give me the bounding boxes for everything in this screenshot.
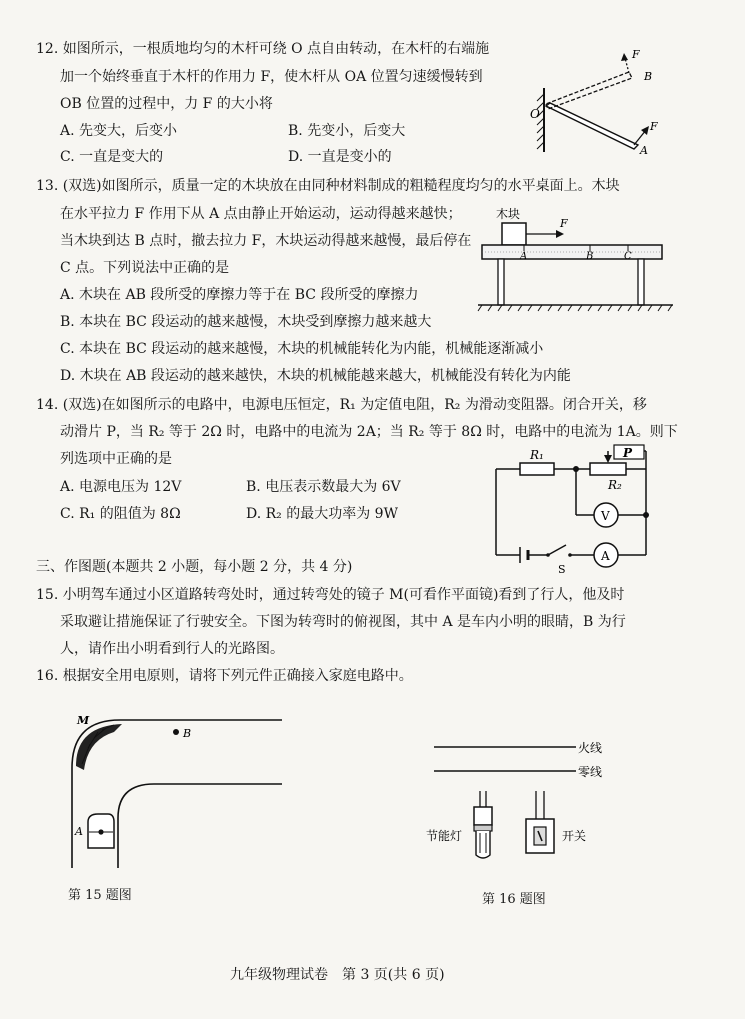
q12-option-d: D. 一直是变小的 <box>288 149 392 165</box>
q14-label-r2: R₂ <box>608 478 622 492</box>
q12-option-c: C. 一直是变大的 <box>60 149 164 165</box>
q16-caption: 第 16 题图 <box>482 892 546 907</box>
q13-stem-line1: 13. (双选)如图所示，质量一定的木块放在由同种材料制成的粗糙程度均匀的水平桌面上。木块 <box>36 178 620 194</box>
q14-label-r1: R₁ <box>530 448 544 462</box>
q13-stem-line3: 当木块到达 B 点时，撤去拉力 F，木块运动得越来越慢，最后停在 <box>60 233 472 249</box>
q16-live-wire-label: 火线 <box>578 741 603 755</box>
section3-heading: 三、作图题(本题共 2 小题，每小题 2 分，共 4 分) <box>36 559 353 575</box>
q16-home-circuit-figure <box>420 735 615 865</box>
q12-option-b: B. 先变小，后变大 <box>288 123 406 139</box>
q13-option-b: B. 本块在 BC 段运动的越来越慢，木块受到摩擦力越来越大 <box>60 314 432 330</box>
q13-label-a: A <box>520 251 528 262</box>
q14-option-a: A. 电源电压为 12V <box>60 479 182 495</box>
q12-stem-line1: 12. 如图所示，一根质地均匀的木杆可绕 O 点自由转动，在木杆的右端施 <box>36 41 490 57</box>
q14-circuit-figure <box>486 443 661 575</box>
q16-lamp-label: 节能灯 <box>426 829 463 843</box>
q15-road-figure <box>62 708 292 873</box>
q12-stem-line3: OB 位置的过程中，力 F 的大小将 <box>60 96 273 112</box>
q14-option-c: C. R₁ 的阻值为 8Ω <box>60 506 181 522</box>
q12-label-f1: F <box>650 120 658 133</box>
q12-label-b: B <box>644 70 653 83</box>
q16-neutral-wire-label: 零线 <box>578 765 603 779</box>
q12-lever-figure <box>528 40 678 160</box>
q12-stem-line2: 加一个始终垂直于木杆的作用力 F，使木杆从 OA 位置匀速缓慢转到 <box>60 69 483 85</box>
q13-stem-line4: C 点。下列说法中正确的是 <box>60 260 230 276</box>
q12-option-a: A. 先变大，后变小 <box>60 123 178 139</box>
q14-stem-line1: 14. (双选)在如图所示的电路中，电源电压恒定，R₁ 为定值电阻，R₂ 为滑动变阻器。闭合开关，移 <box>36 397 647 413</box>
q14-stem-line2: 动滑片 P，当 R₂ 等于 2Ω 时，电路中的电流为 2A；当 R₂ 等于 8Ω 时，电路中的电流为 1A。则下 <box>60 424 678 440</box>
q15-stem-line1: 15. 小明驾车通过小区道路转弯处时，通过转弯处的镜子 M(可看作平面镜)看到了行人，他及时 <box>36 587 625 603</box>
q12-label-a: A <box>640 144 648 157</box>
q13-block-label: 木块 <box>496 207 521 221</box>
q14-option-b: B. 电压表示数最大为 6V <box>246 479 401 495</box>
q15-stem-line2: 采取避让措施保证了行驶安全。下图为转弯时的俯视图，其中 A 是车内小明的眼睛，B 为行 <box>60 614 626 630</box>
q13-table-figure <box>478 205 678 317</box>
q15-label-b: B <box>183 727 192 740</box>
q12-label-f2: F <box>632 48 640 61</box>
q15-label-a: A <box>75 825 83 838</box>
q13-option-d: D. 木块在 AB 段运动的越来越快，木块的机械能越来越大，机械能没有转化为内能 <box>60 368 571 384</box>
q13-label-b: B <box>586 251 594 262</box>
q13-option-a: A. 木块在 AB 段所受的摩擦力等于在 BC 段所受的摩擦力 <box>60 287 419 303</box>
q13-label-f: F <box>560 217 568 230</box>
q14-label-a: A <box>601 549 610 563</box>
q14-label-s: S <box>558 563 566 576</box>
q14-option-d: D. R₂ 的最大功率为 9W <box>246 506 398 522</box>
q16-switch-label: 开关 <box>562 829 587 843</box>
q15-label-m: M <box>77 714 90 727</box>
q12-label-o: O <box>530 107 540 121</box>
q16-stem-line1: 16. 根据安全用电原则，请将下列元件正确接入家庭电路中。 <box>36 668 413 684</box>
q14-label-v: V <box>601 509 610 523</box>
page-footer: 九年级物理试卷 第 3 页(共 6 页) <box>230 967 445 983</box>
q14-stem-line3: 列选项中正确的是 <box>60 451 172 467</box>
q15-caption: 第 15 题图 <box>68 888 132 903</box>
q13-option-c: C. 本块在 BC 段运动的越来越慢，木块的机械能转化为内能，机械能逐渐减小 <box>60 341 544 357</box>
q13-label-c: C <box>624 251 632 262</box>
q13-stem-line2: 在水平拉力 F 作用下从 A 点由静止开始运动，运动得越来越快； <box>60 206 462 222</box>
q14-label-p: P <box>623 446 633 460</box>
q15-stem-line3: 人，请作出小明看到行人的光路图。 <box>60 641 284 657</box>
